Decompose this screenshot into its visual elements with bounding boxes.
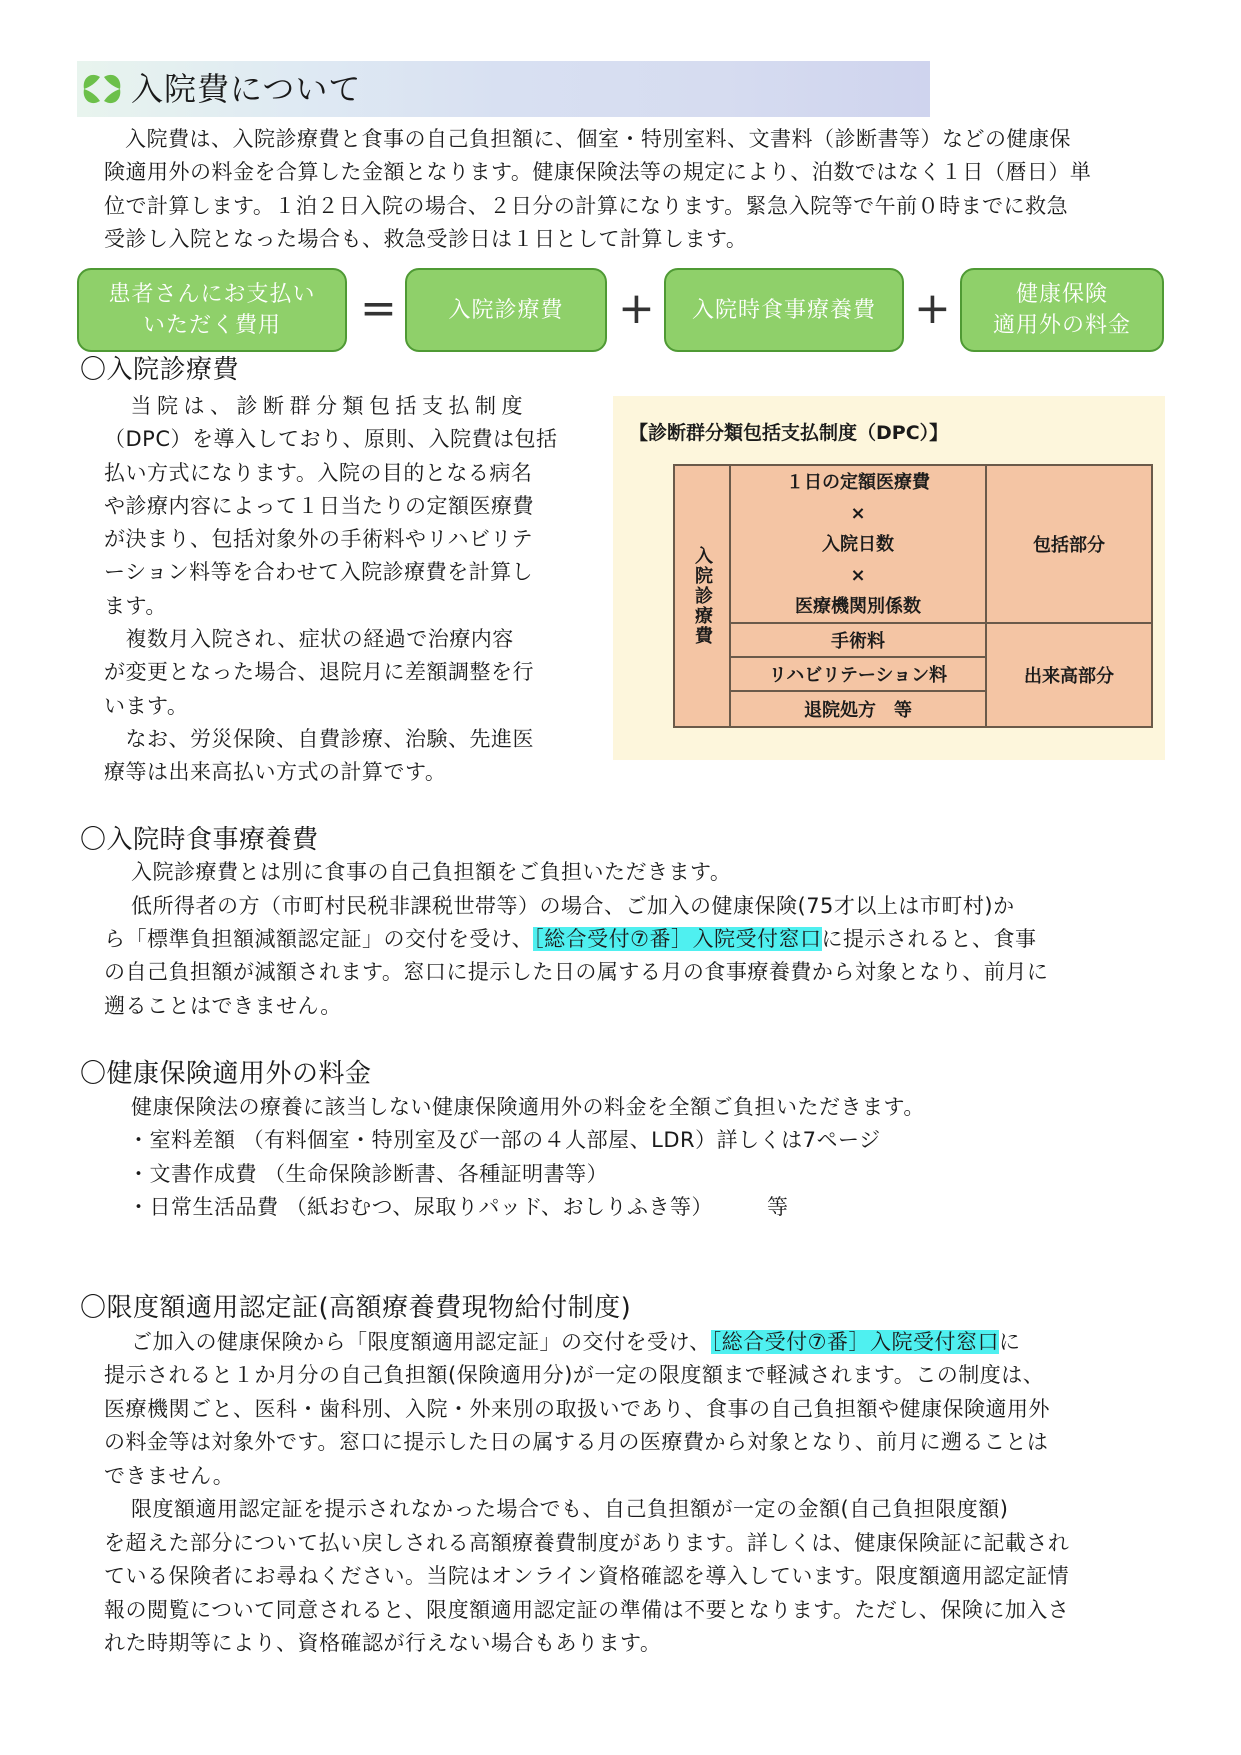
dpc-panel xyxy=(613,396,1165,760)
formula-item-uninsured-fee: 健康保険 適用外の料金 xyxy=(960,268,1164,352)
intro-line: 位で計算します。１泊２日入院の場合、２日分の計算になります。緊急入院等で午前０時までに救急 xyxy=(104,194,1069,218)
text-line: や診療内容によって１日当たりの定額医療費 xyxy=(104,493,534,518)
plus-sign: + xyxy=(914,283,951,334)
text-line: が決まり、包括対象外の手術料やリハビリテ xyxy=(104,527,533,552)
text-line: できません。 xyxy=(104,1464,235,1488)
text-line: ている保険者にお尋ねください。当院はオンライン資格確認を導入しています。限度額適用認定証情 xyxy=(104,1564,1070,1588)
text-span: ら「標準負担額減額認定証」の交付を受け、 xyxy=(104,927,534,951)
text-line: の料金等は対象外です。窓口に提示した日の属する月の医療費から対象となり、前月に遡ることは xyxy=(104,1430,1049,1454)
dpc-times: × xyxy=(850,502,866,524)
plus-sign: + xyxy=(618,283,655,334)
text-span: に提示されると、食事 xyxy=(821,927,1037,951)
dpc-var-cell: リハビリテーション料 xyxy=(731,658,987,692)
leaf-icon xyxy=(80,69,124,109)
text-line: 報の閲覧について同意されると、限度額適用認定証の準備は不要となります。ただし、保険に加入さ xyxy=(104,1598,1070,1622)
text-line: 提示されると１か月分の自己負担額(保険適用分)が一定の限度額まで軽減されます。この制度は、 xyxy=(104,1363,1045,1387)
dpc-table xyxy=(673,464,1153,728)
list-item: ・文書作成費 （生命保険診断書、各種証明書等） xyxy=(128,1162,609,1186)
dpc-fixed-line: 医療機関別係数 xyxy=(795,595,921,617)
text-line: 低所得者の方（市町村民税非課税世帯等）の場合、ご加入の健康保険(75才以上は市町村)か xyxy=(131,894,1015,918)
text-line: 遡ることはできません。 xyxy=(104,994,342,1018)
section-heading: 〇入院診療費 xyxy=(80,355,240,385)
text-line: 療等は出来高払い方式の計算です。 xyxy=(104,760,447,785)
section-heading: 〇限度額適用認定証(高額療養費現物給付制度) xyxy=(80,1293,632,1323)
intro-line: 険適用外の料金を合算した金額となります。健康保険法等の規定により、泊数ではなく１日（暦日）単 xyxy=(104,160,1092,184)
dpc-side-label xyxy=(675,466,731,726)
dpc-fixed-label: 包括部分 xyxy=(987,466,1151,624)
text-line: れた時期等により、資格確認が行えない場合もあります。 xyxy=(104,1631,662,1655)
dpc-side-text: 入院診療費 xyxy=(692,546,713,646)
text-line xyxy=(104,923,1164,957)
highlight-reception-window: ［総合受付⑦番］入院受付窓口 xyxy=(533,927,822,951)
list-item: ・室料差額 （有料個室・特別室及び一部の４人部屋、LDR）詳しくは7ページ xyxy=(128,1128,881,1152)
formula-item-meal-fee: 入院時食事療養費 xyxy=(664,268,904,352)
dpc-var-label: 出来高部分 xyxy=(1024,666,1114,687)
intro-line: 受診し入院となった場合も、救急受診日は１日として計算します。 xyxy=(104,227,748,251)
text-line: の自己負担額が減額されます。窓口に提示した日の属する月の食事療養費から対象となり、前月に xyxy=(104,960,1049,984)
dpc-fixed-line: 入院日数 xyxy=(822,533,894,555)
text-line: 健康保険法の療養に該当しない健康保険適用外の料金を全額ご負担いただきます。 xyxy=(131,1095,925,1119)
text-line: を超えた部分について払い戻しされる高額療養費制度があります。詳しくは、健康保険証に記載され xyxy=(104,1531,1070,1555)
text-line: 医療機関ごと、医科・歯科別、入院・外来別の取扱いであり、食事の自己負担額や健康保険適用外 xyxy=(104,1397,1050,1421)
text-line xyxy=(131,1326,1191,1360)
dpc-fixed-line: １日の定額医療費 xyxy=(786,471,930,493)
text-line: 払い方式になります。入院の目的となる病名 xyxy=(104,460,533,485)
list-item: ・日常生活品費 （紙おむつ、尿取りパッド、おしりふき等） 等 xyxy=(128,1195,789,1219)
section-heading: 〇健康保険適用外の料金 xyxy=(80,1059,372,1089)
text-span: に xyxy=(999,1330,1021,1354)
dpc-fixed-cell xyxy=(731,466,987,624)
dpc-var-cell: 手術料 xyxy=(731,624,987,658)
text-line: います。 xyxy=(104,693,189,718)
formula-total-box: 患者さんにお支払い いただく費用 xyxy=(77,268,347,352)
section1-text xyxy=(104,390,594,790)
text-line: ます。 xyxy=(104,593,167,618)
text-line: （DPC）を導入しており、原則、入院費は包括 xyxy=(104,427,558,452)
text-line: ーション料等を合わせて入院診療費を計算し xyxy=(104,560,534,585)
title-bar xyxy=(77,61,930,117)
highlight-reception-window: ［総合受付⑦番］入院受付窓口 xyxy=(710,1330,999,1354)
text-span: ご加入の健康保険から「限度額適用認定証」の交付を受け、 xyxy=(131,1330,711,1354)
text-line: 限度額適用認定証を提示されなかった場合でも、自己負担額が一定の金額(自己負担限度額) xyxy=(131,1497,1009,1521)
formula-item-hospital-fee: 入院診療費 xyxy=(405,268,607,352)
text-line: が変更となった場合、退院月に差額調整を行 xyxy=(104,660,534,685)
text-line: 複数月入院され、症状の経過で治療内容 xyxy=(104,627,514,652)
section-heading: 〇入院時食事療養費 xyxy=(80,825,319,855)
page-title: 入院費について xyxy=(131,70,362,108)
equals-sign: = xyxy=(360,283,397,334)
text-line: 当院は、診断群分類包括支払制度 xyxy=(104,394,528,418)
dpc-var-cell: 退院処方 等 xyxy=(731,692,987,726)
text-line: 入院診療費とは別に食事の自己負担額をご負担いただきます。 xyxy=(131,860,732,884)
dpc-times: × xyxy=(850,564,866,586)
text-line: なお、労災保険、自費診療、治験、先進医 xyxy=(104,726,534,751)
intro-line: 入院費は、入院診療費と食事の自己負担額に、個室・特別室料、文書料（診断書等）などの健康保 xyxy=(125,127,1071,151)
dpc-title: 【診断群分類包括支払制度（DPC）】 xyxy=(629,422,949,444)
